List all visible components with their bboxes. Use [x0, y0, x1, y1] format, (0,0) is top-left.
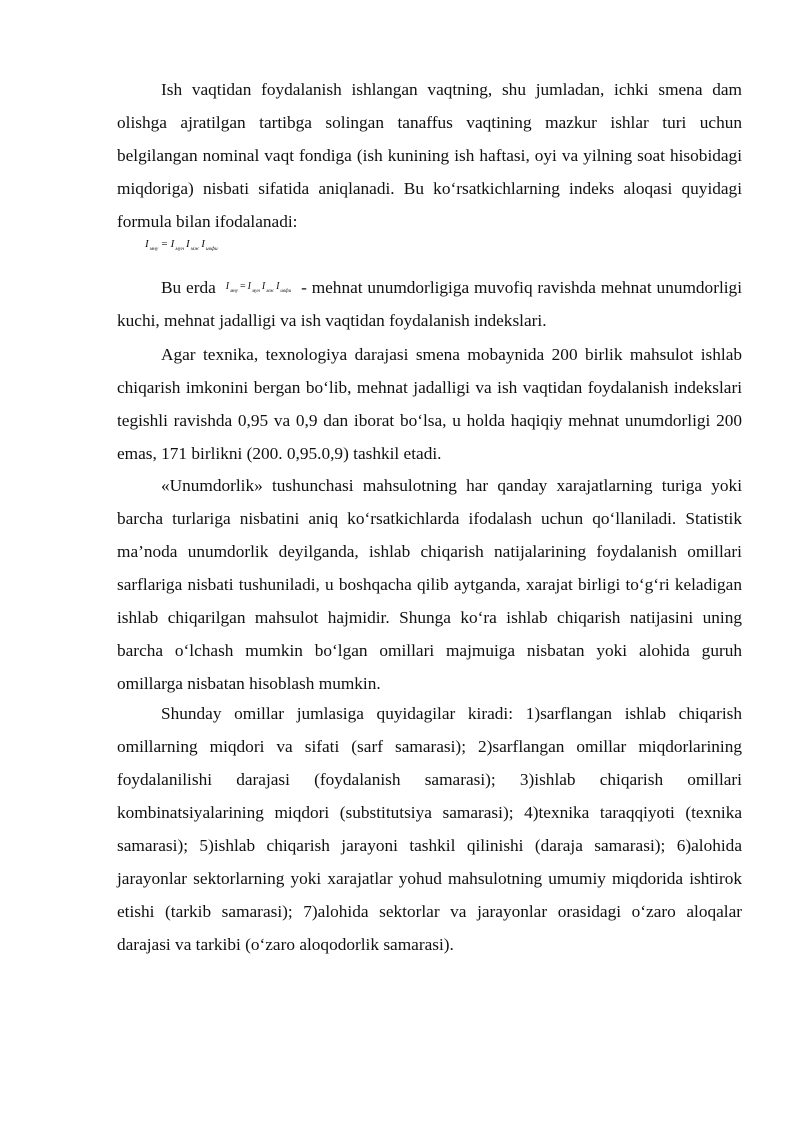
- formula-symbol: I: [170, 238, 175, 250]
- formula-subscript: мну: [230, 289, 238, 294]
- paragraph-rest: - mehnat unumdorligiga muvofiq ravishda mehnat unumdorligi kuchi, mehnat jadalligi va ish vaqtidan foydalanish indekslari.: [117, 278, 742, 330]
- paragraph-work-time-usage: Ish vaqtidan foydalanish ishlangan vaqtning, shu jumladan, ichki smena dam olishga ajratilgan tartibga solingan tanaffus vaqtining mazkur ishlar turi uchun belgilangan nominal vaqt fondiga (ish kunining ish haftasi, oyi va yilning soat hisobidagi miqdoriga) nisbati sifatida aniqlanadi. Bu ko‘rsatkichlarning indeks aloqasi quyidagi formula bilan ifodalanadi:: [117, 80, 742, 231]
- formula-symbol: I: [261, 281, 266, 292]
- formula-equals: =: [161, 238, 168, 250]
- formula-subscript: ивфи: [205, 246, 218, 252]
- inline-index-formula: [226, 280, 293, 299]
- paragraph-productivity-example: Agar texnika, texnologiya darajasi smena mobaynida 200 birlik mahsulot ishlab chiqarish imkonini bergan bo‘lib, mehnat jadalligi va ish vaqtidan foydalanish indekslari tegishli ravishda 0,95 va 0,9 dan iborat bo‘lsa, u holda haqiqiy mehnat unumdorligi 200 emas, 171 birlikni (200. 0,95.0,9) tashkil etadi.: [117, 345, 742, 463]
- index-formula: [145, 236, 220, 257]
- formula-symbol: I: [247, 281, 251, 292]
- formula-subscript: мж: [266, 289, 275, 294]
- formula-subscript: мж: [190, 246, 200, 252]
- paragraph-factors-list: Shunday omillar jumlasiga quyidagilar kiradi: 1)sarflangan ishlab chiqarish omillarning miqdori va sifati (sarf samarasi); 2)sarflangan omillar miqdorlarining foydalanilishi darajasi (foydalanish samarasi); 3)ishlab chiqarish omillari kombinatsiyalarining miqdori (substitutsiya samarasi); 4)texnika taraqqiyoti (texnika samarasi); 5)ishlab chiqarish jarayoni tashkil qilinishi (daraja samarasi); 6)alohida jarayonlar sektorlarning yoki xarajatlar yohud mahsulotning umumiy miqdorida ishtirok etishi (tarkib samarasi); 7)alohida sektorlar va jarayonlar orasidagi o‘zaro aloqalar darajasi va tarkibi (o‘zaro aloqodorlik samarasi).: [117, 704, 742, 954]
- formula-subscript: мун: [251, 289, 260, 294]
- formula-subscript: мун: [175, 246, 184, 252]
- formula-symbol: I: [185, 238, 190, 250]
- formula-subscript: ивфи: [280, 289, 292, 294]
- paragraph-formula-explanation: [117, 271, 742, 337]
- formula-equals: =: [240, 281, 246, 292]
- paragraph-lead: Bu erda: [161, 278, 216, 297]
- formula-symbol: I: [225, 281, 230, 292]
- formula-symbol: I: [276, 281, 280, 292]
- formula-symbol: I: [145, 238, 149, 250]
- formula-symbol: I: [201, 238, 205, 250]
- paragraph-productivity-concept: «Unumdorlik» tushunchasi mahsulotning har qanday xarajatlarning turiga yoki barcha turlariga nisbatini aniq ko‘rsatkichlarda ifodalash uchun qo‘llaniladi. Statistik ma’noda unumdorlik deyilganda, ishlab chiqarish natijalarining foydalanish omillari sarflariga nisbati tushuniladi, u boshqacha qilib aytganda, xarajat birligi to‘g‘ri keladigan ishlab chiqarilgan mahsulot hajmidir. Shunga ko‘ra ishlab chiqarish natijasini uning barcha o‘lchash mumkin bo‘lgan omillari majmuiga nisbatan yoki alohida guruh omillarga nisbatan hisoblash mumkin.: [117, 476, 742, 693]
- formula-subscript: мну: [149, 246, 159, 252]
